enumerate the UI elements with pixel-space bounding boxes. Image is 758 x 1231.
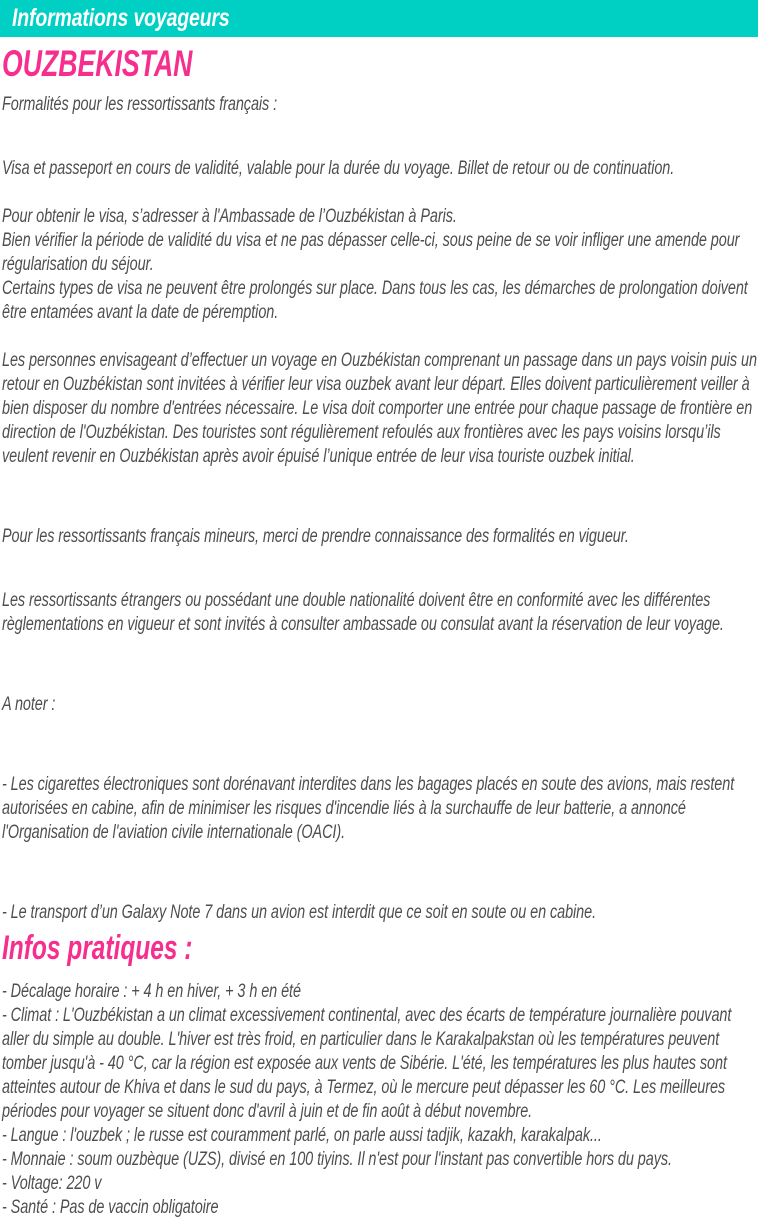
paragraph-visa-passeport: Visa et passeport en cours de validité, valable pour la durée du voyage. Billet de retour ou de continuation. (2, 158, 675, 179)
country-heading: OUZBEKISTAN (2, 43, 193, 84)
paragraph-visa-prolongation: Certains types de visa ne peuvent être prolongés sur place. Dans tous les cas, les démarches de prolongation doivent être entamées avant la date de péremption. (2, 278, 748, 323)
paragraph-etrangers: Les ressortissants étrangers ou possédant une double nationalité doivent être en conformité avec les différentes règlementations en vigueur et sont invités à consulter ambassade ou consulat avant la réservation de leur voyage. (2, 590, 724, 635)
info-item-sante: - Santé : Pas de vaccin obligatoire (2, 1197, 219, 1218)
paragraph-visa-validite: Bien vérifier la période de validité du visa et ne pas dépasser celle-ci, sous peine de se voir infliger une amende pour régularisation du séjour. (2, 230, 740, 275)
paragraph-double-entree: Les personnes envisageant d’effectuer un voyage en Ouzbékistan comprenant un passage dans un pays voisin puis un retour en Ouzbékistan sont invitées à vérifier leur visa ouzbek avant leur départ. Elles doivent particulièrement veiller à bien disposer du nombre d'entrées nécessaire. Le visa doit comporter une entrée pour chaque passage de frontière en direction de l'Ouzbékistan. Des touristes sont régulièrement refoulés aux frontières avec les pays voisins lorsqu’ils veulent revenir en Ouzbékistan après avoir épuisé l’unique entrée de leur visa touriste ouzbek initial. (2, 350, 757, 467)
info-item-monnaie: - Monnaie : soum ouzbèque (UZS), divisé en 100 tiyins. Il n'est pour l'instant pas convertible hors du pays. (2, 1149, 672, 1170)
header-bar (0, 0, 758, 37)
content-area (0, 43, 758, 1220)
infos-pratiques-heading: Infos pratiques : (2, 929, 193, 967)
note-label: A noter : (2, 694, 56, 715)
info-item-decalage-horaire: - Décalage horaire : + 4 h en hiver, + 3 h en été (2, 981, 301, 1002)
note-cigarettes-electroniques: - Les cigarettes électroniques sont dorénavant interdites dans les bagages placés en soute des avions, mais restent autorisées en cabine, afin de minimiser les risques d'incendie liés à la surchauffe de leur batterie, a annoncé l'Organisation de l'aviation civile internationale (OACI). (2, 774, 735, 843)
info-item-climat: - Climat : L'Ouzbékistan a un climat excessivement continental, avec des écarts de température journalière pouvant aller du simple au double. L'hiver est très froid, en particulier dans le Karakalpakstan où les températures peuvent tomber jusqu'à - 40 °C, car la région est exposée aux vents de Sibérie. L'été, les températures les plus hautes sont atteintes autour de Khiva et dans le sud du pays, à Termez, où le mercure peut dépasser les 60 °C. Les meilleures périodes pour voyager se situent donc d'avril à juin et de fin août à début novembre. (2, 1005, 732, 1122)
paragraph-mineurs: Pour les ressortissants français mineurs, merci de prendre connaissance des formalités en vigueur. (2, 526, 629, 547)
info-item-voltage: - Voltage: 220 v (2, 1173, 102, 1194)
formalites-intro: Formalités pour les ressortissants français : (2, 94, 278, 115)
header-title: Informations voyageurs (12, 4, 230, 32)
note-galaxy-note7: - Le transport d’un Galaxy Note 7 dans un avion est interdit que ce soit en soute ou en cabine. (2, 902, 597, 923)
info-item-langue: - Langue : l'ouzbek ; le russe est couramment parlé, on parle aussi tadjik, kazakh, karakalpak... (2, 1125, 602, 1146)
paragraph-visa-ambassade: Pour obtenir le visa, s’adresser à l'Ambassade de l’Ouzbékistan à Paris. (2, 206, 457, 227)
